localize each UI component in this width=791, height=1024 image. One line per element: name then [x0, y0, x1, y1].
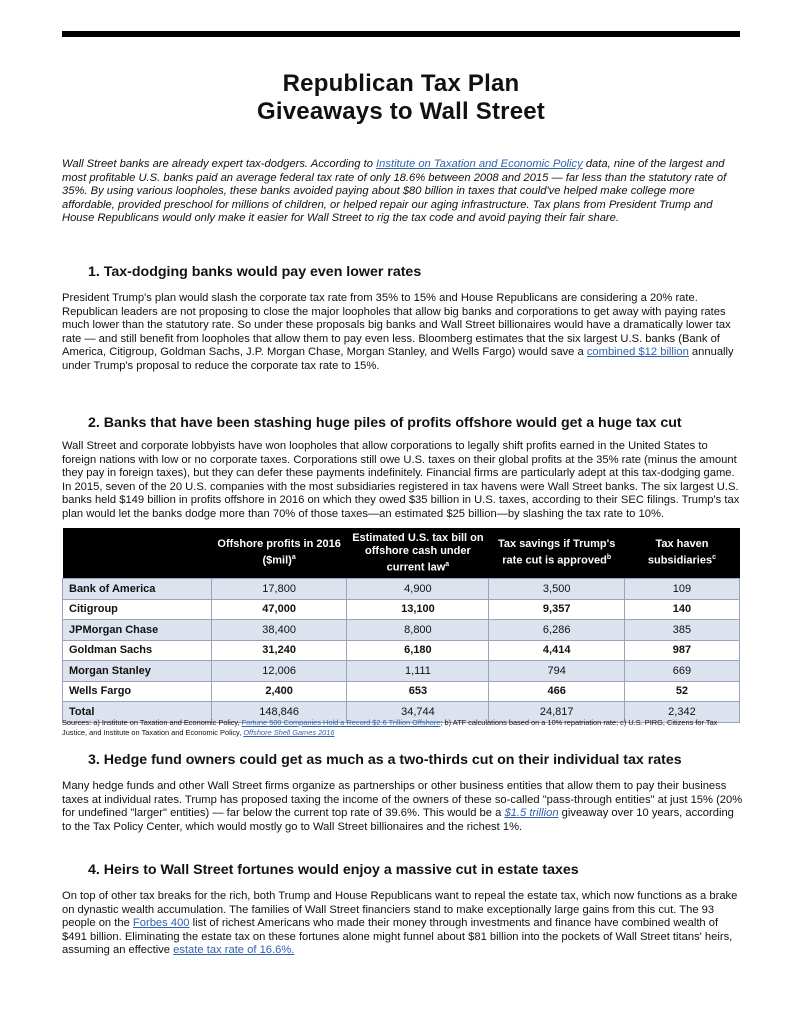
title-line-2: Giveaways to Wall Street — [256, 98, 546, 125]
cell-taxbill: 13,100 — [347, 599, 489, 620]
sources-text-a: Sources: a) Institute on Taxation and Economic Policy, — [62, 718, 242, 727]
cell-savings: 9,357 — [489, 599, 624, 620]
table-header-bank — [63, 528, 212, 579]
row-bank-name: Goldman Sachs — [63, 640, 212, 661]
cell-offshore: 17,800 — [211, 579, 346, 600]
cell-subsidiaries: 987 — [624, 640, 739, 661]
cell-savings: 3,500 — [489, 579, 624, 600]
section-1-paragraph — [62, 292, 744, 374]
table-header-subsidiaries: Tax haven subsidiaries$^c$ — [624, 528, 739, 579]
section-2-heading: 2. Banks that have been stashing huge piles of profits offshore would get a huge tax cut — [88, 415, 682, 431]
combined-12-billion-link[interactable]: combined $12 billion — [586, 346, 689, 359]
table-header-taxbill: Estimated U.S. tax bill on offshore cash under current law$^a$ — [347, 528, 489, 579]
section-3-text-a: Many hedge funds and other Wall Street firms organize as partnerships or other business entities that allow them to pay their business taxes at individual rates. Trump has proposed taxing the income of the owners of these so-called "pass-through entities" at just 15% (20% for undefined "larger" entities) — far below the current top rate of 39.6%. This would be a — [62, 780, 743, 820]
table-row — [63, 681, 740, 702]
1-5-trillion-link[interactable]: $1.5 trillion — [504, 807, 559, 820]
table-row — [63, 661, 740, 682]
cell-subsidiaries: 52 — [624, 681, 739, 702]
cell-savings: 4,414 — [489, 640, 624, 661]
cell-offshore: 38,400 — [211, 620, 346, 641]
top-rule — [62, 31, 740, 37]
table-sources — [62, 718, 744, 737]
section-4-paragraph — [62, 890, 744, 958]
intro-text-a: Wall Street banks are already expert tax-dodgers. According to — [62, 158, 377, 170]
section-3-text-b: giveaway over 10 years, according to the Tax Policy Center, which would mostly go to Wall Street billionaires and the richest 1%. — [62, 807, 734, 833]
offshore-shell-games-link[interactable]: Offshore Shell Games 2016 — [243, 727, 335, 737]
section-4-heading: 4. Heirs to Wall Street fortunes would enjoy a massive cut in estate taxes — [88, 862, 579, 878]
cell-savings: 6,286 — [489, 620, 624, 641]
cell-savings: 794 — [489, 661, 624, 682]
cell-offshore: 12,006 — [211, 661, 346, 682]
row-bank-name: Citigroup — [63, 599, 212, 620]
row-bank-name: Morgan Stanley — [63, 661, 212, 682]
cell-taxbill: 4,900 — [347, 579, 489, 600]
page-title — [62, 70, 740, 126]
intro-paragraph — [62, 158, 742, 226]
cell-offshore: 47,000 — [211, 599, 346, 620]
cell-subsidiaries: 140 — [624, 599, 739, 620]
row-bank-name: JPMorgan Chase — [63, 620, 212, 641]
table-header-savings: Tax savings if Trump's rate cut is approved$^b$ — [489, 528, 624, 579]
row-bank-name: Bank of America — [63, 579, 212, 600]
cell-taxbill: 8,800 — [347, 620, 489, 641]
section-2-paragraph: Wall Street and corporate lobbyists have won loopholes that allow corporations to legally shift profits earned in the United States to foreign nations with low or no corporate taxes. Corporations still owe U.S. taxes on their global profits at the 35% rate (minus the amount they pay in foreign taxes), but they can defer these payments indefinitely. Financial firms are particularly adept at this tax-dodging game. In 2015, seven of the 20 U.S. companies with the most subsidiaries registered in tax havens were Wall Street banks. The six largest U.S. banks held $149 billion in profits offshore in 2016 on which they owed $35 billion in U.S. taxes, according to their SEC filings. Trump's tax plan would let the banks dodge more than 70% of those taxes—an estimated $25 billion—by slashing the tax rate to 10%. — [62, 440, 740, 520]
table-row — [63, 579, 740, 600]
table-row — [63, 620, 740, 641]
table-header-offshore: Offshore profits in 2016 ($mil)$^a$ — [211, 528, 346, 579]
cell-offshore: 148,846 — [211, 702, 346, 723]
intro-text-b: data, nine of the largest and most profitable U.S. banks paid an average federal tax rate of only 18.6% between 2008 and 2015 — far less than the statutory rate of 35%. By using various loopholes, these banks avoided paying about $80 billion in taxes that could've helped make college more affordable, provided preschool for millions of children, or helped repair our aging infrastructure. Tax plans from President Trump and House Republicans would only make it easier for Wall Street to rig the tax code and avoid paying their fair share. — [62, 158, 727, 225]
section-4-text-b: list of richest Americans who made their money through investments and finance have combined wealth of $491 billion. Eliminating the estate tax on these fortunes alone might funnel about $81 billion into the pockets of Wall Street titans' heirs, assuming an effective — [62, 917, 733, 957]
section-1-text-b: annually under Trump's proposal to reduce the corporate tax rate to 15%. — [62, 346, 734, 372]
cell-subsidiaries: 669 — [624, 661, 739, 682]
section-3-heading: 3. Hedge fund owners could get as much as a two-thirds cut on their individual tax rates — [88, 752, 682, 768]
cell-savings: 466 — [489, 681, 624, 702]
row-total-label: Total — [63, 702, 212, 723]
section-1-heading: 1. Tax-dodging banks would pay even lower rates — [88, 264, 422, 280]
fortune-500-link[interactable]: Fortune 500 Companies Hold a Record $2.6 Trillion Offshore — [241, 718, 441, 727]
row-bank-name: Wells Fargo — [63, 681, 212, 702]
sources-text-b: ; b) ATF calculations based on a 10% repatriation rate; c) U.S. PIRG, Citizens for Tax Justice, and Institute on Taxation and Economic Policy, — [62, 718, 718, 737]
table-row — [63, 599, 740, 620]
section-3-paragraph — [62, 780, 744, 834]
forbes-400-link[interactable]: Forbes 400 — [132, 917, 190, 930]
cell-taxbill: 6,180 — [347, 640, 489, 661]
cell-subsidiaries: 385 — [624, 620, 739, 641]
table-header-row — [63, 528, 740, 579]
offshore-profits-table — [62, 528, 740, 723]
title-line-1: Republican Tax Plan — [282, 70, 520, 97]
cell-taxbill: 1,111 — [347, 661, 489, 682]
cell-subsidiaries: 109 — [624, 579, 739, 600]
cell-subsidiaries: 2,342 — [624, 702, 739, 723]
cell-taxbill: 34,744 — [347, 702, 489, 723]
section-4-text-a: On top of other tax breaks for the rich, both Trump and House Republicans want to repeal the estate tax, which now functions as a brake on dynastic wealth accumulation. The families of Wall Street financiers stand to make exceptionally large gains from this cut. The 93 people on the — [62, 890, 738, 930]
estate-tax-rate-link[interactable]: estate tax rate of 16.6%. — [173, 944, 295, 957]
table-row — [63, 640, 740, 661]
cell-offshore: 31,240 — [211, 640, 346, 661]
cell-taxbill: 653 — [347, 681, 489, 702]
cell-offshore: 2,400 — [211, 681, 346, 702]
cell-savings: 24,817 — [489, 702, 624, 723]
section-1-text-a: President Trump's plan would slash the corporate tax rate from 35% to 15% and House Republicans are considering a 20% rate. Republican leaders are not proposing to close the major loopholes that allow big banks and corporations to get away with paying rates much lower than the statutory rate. So under these proposals big banks and Wall Street billionaires would have a dramatically lower tax rate — and still benefit from loopholes that allow them to pay even less. Bloomberg estimates that the six largest U.S. banks (Bank of America, Citigroup, Goldman Sachs, J.P. Morgan Chase, Morgan Stanley, and Wells Fargo) would save a — [62, 292, 731, 359]
itep-link[interactable]: Institute on Taxation and Economic Policy — [376, 158, 583, 170]
